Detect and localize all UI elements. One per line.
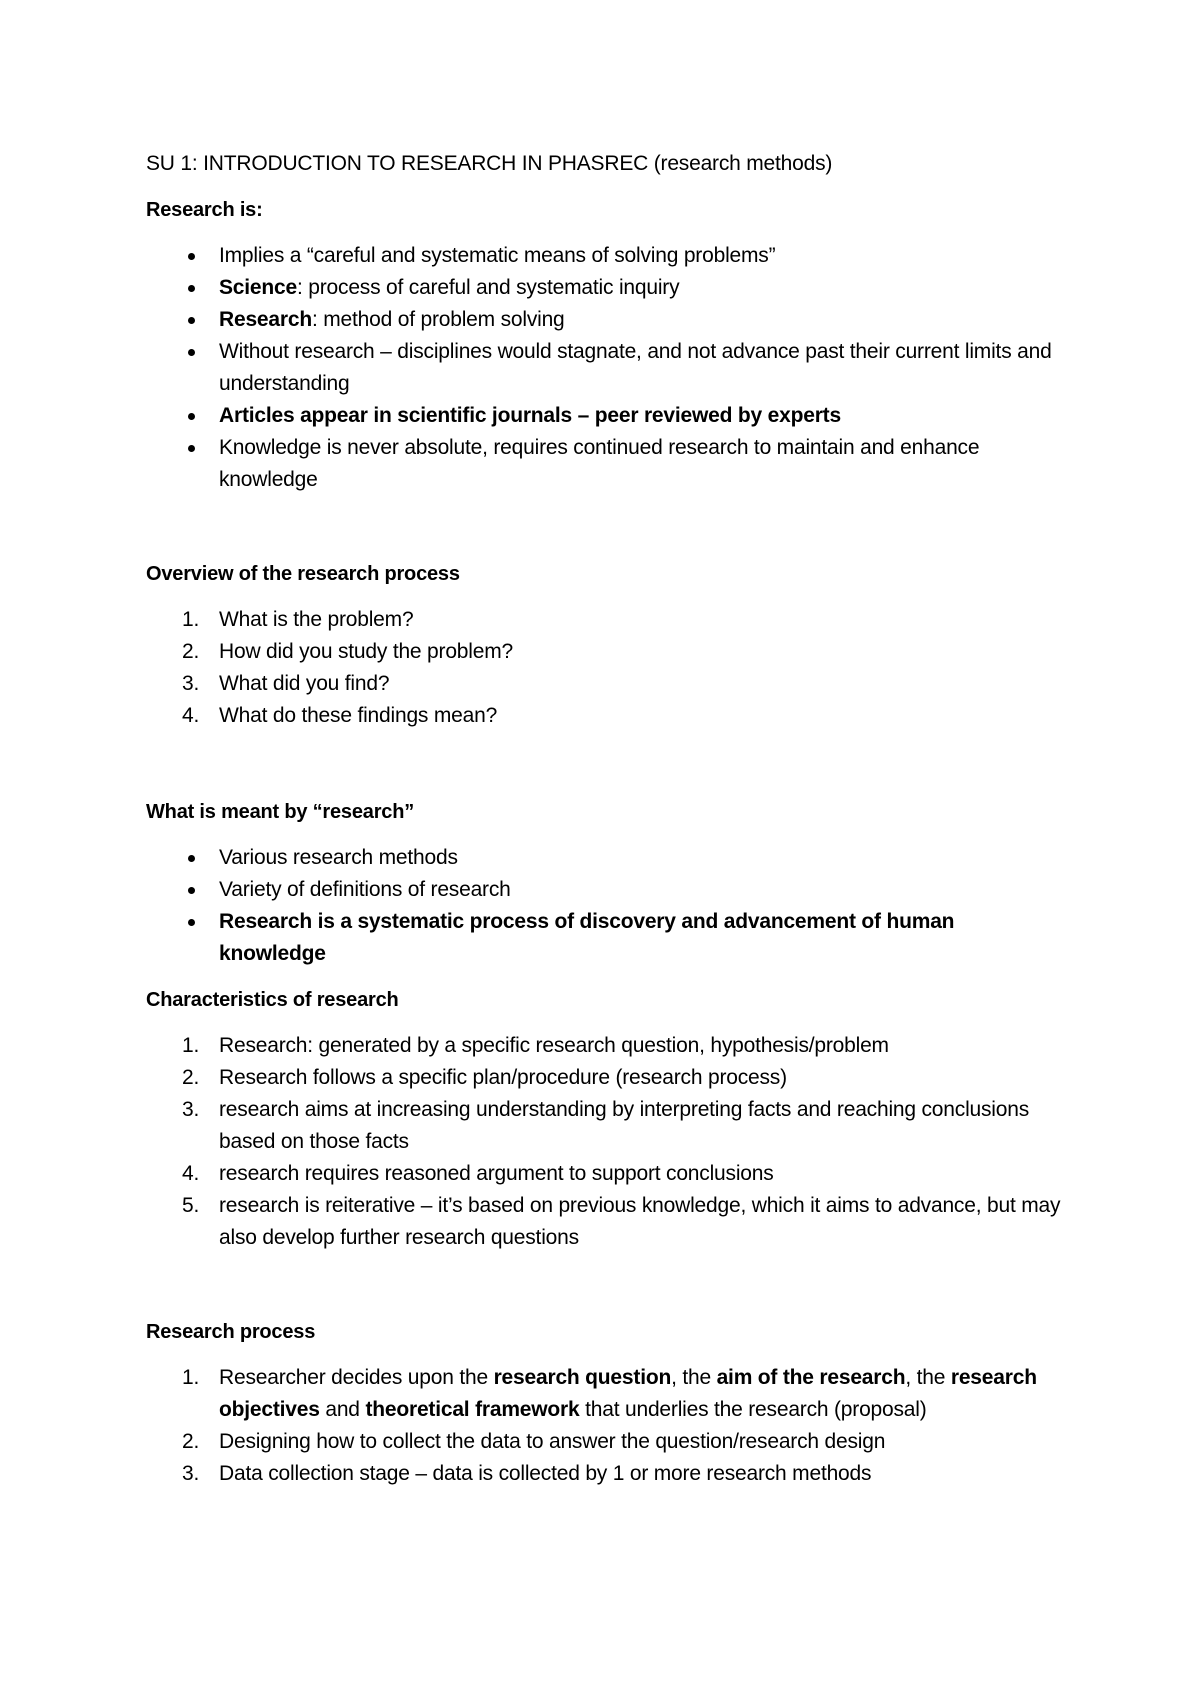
item-bold-text: theoretical framework (365, 1398, 580, 1421)
list-item (146, 636, 1066, 668)
heading-research-is: Research is: (146, 199, 263, 221)
item-text: research aims at increasing understanding by interpreting facts and reaching conclusions based on those facts (219, 1098, 1030, 1153)
item-text: , the (671, 1366, 717, 1389)
list-item (146, 1190, 1066, 1254)
overview-list (146, 604, 1066, 732)
item-text: Researcher decides upon the (219, 1366, 494, 1389)
list-item (146, 842, 1066, 874)
document-title: SU 1: INTRODUCTION TO RESEARCH IN PHASREC (research methods) (146, 152, 833, 175)
list-item (146, 1362, 1066, 1426)
item-bold-text: Science (219, 276, 297, 299)
list-item (146, 336, 1066, 400)
item-text: Variety of definitions of research (219, 878, 511, 901)
item-text: , the (905, 1366, 951, 1389)
list-item (146, 400, 1066, 432)
item-number: 5. (182, 1194, 200, 1217)
heading-characteristics: Characteristics of research (146, 989, 399, 1011)
document-content (146, 148, 1066, 1490)
item-text: Research: generated by a specific research question, hypothesis/problem (219, 1034, 889, 1057)
item-bold-text: Research (219, 308, 312, 331)
list-item (146, 1030, 1066, 1062)
list-item (146, 1458, 1066, 1490)
item-number: 2. (182, 640, 200, 663)
spacer (146, 732, 1066, 796)
meant-list (146, 842, 1066, 970)
list-item (146, 906, 1066, 970)
characteristics-list (146, 1030, 1066, 1254)
list-item (146, 700, 1066, 732)
item-bold-text: Research is a systematic process of discovery and advancement of human knowledge (219, 910, 955, 965)
item-text: Knowledge is never absolute, requires continued research to maintain and enhance knowledge (219, 436, 980, 491)
item-text: : method of problem solving (311, 308, 565, 331)
list-item (146, 1062, 1066, 1094)
item-number: 2. (182, 1066, 200, 1089)
heading-overview: Overview of the research process (146, 563, 460, 585)
research-process-list (146, 1362, 1066, 1490)
item-bold-text: research question (493, 1366, 672, 1389)
item-bold-text: research objectives (219, 1366, 1037, 1421)
list-item (146, 432, 1066, 496)
item-text: What did you find? (219, 672, 390, 695)
item-text: Without research – disciplines would stagnate, and not advance past their current limits and understanding (219, 340, 1052, 395)
item-number: 3. (182, 672, 200, 695)
list-item (146, 304, 1066, 336)
item-text: What do these findings mean? (219, 704, 498, 727)
spacer (146, 496, 1066, 558)
item-number: 1. (182, 1366, 200, 1389)
spacer (146, 1254, 1066, 1316)
list-item (146, 668, 1066, 700)
item-number: 1. (182, 608, 200, 631)
list-item (146, 874, 1066, 906)
heading-research-process: Research process (146, 1321, 316, 1343)
item-text: : process of careful and systematic inquiry (297, 276, 680, 299)
item-text: that underlies the research (proposal) (579, 1398, 927, 1421)
heading-meant: What is meant by “research” (146, 801, 415, 823)
item-number: 1. (182, 1034, 200, 1057)
item-text: Designing how to collect the data to answer the question/research design (219, 1430, 886, 1453)
list-item (146, 1426, 1066, 1458)
item-text: Research follows a specific plan/procedure (research process) (219, 1066, 787, 1089)
item-text: How did you study the problem? (219, 640, 513, 663)
list-item (146, 604, 1066, 636)
list-item (146, 1094, 1066, 1158)
item-bold-text: Articles appear in scientific journals – peer reviewed by experts (219, 404, 841, 427)
item-number: 4. (182, 1162, 200, 1185)
item-number: 4. (182, 704, 200, 727)
item-number: 3. (182, 1098, 200, 1121)
item-number: 3. (182, 1462, 200, 1485)
item-text: and (319, 1398, 366, 1421)
item-text: What is the problem? (219, 608, 414, 631)
item-text: Data collection stage – data is collected by 1 or more research methods (219, 1462, 872, 1485)
item-text: research requires reasoned argument to support conclusions (219, 1162, 774, 1185)
item-number: 2. (182, 1430, 200, 1453)
item-text: research is reiterative – it’s based on previous knowledge, which it aims to advance, but may also develop further research questions (219, 1194, 1061, 1249)
item-text: Implies a “careful and systematic means of solving problems” (219, 244, 776, 267)
research-is-list (146, 240, 1066, 496)
list-item (146, 240, 1066, 272)
list-item (146, 272, 1066, 304)
item-text: Various research methods (219, 846, 458, 869)
list-item (146, 1158, 1066, 1190)
spacer (146, 970, 1066, 984)
item-bold-text: aim of the research (716, 1366, 906, 1389)
